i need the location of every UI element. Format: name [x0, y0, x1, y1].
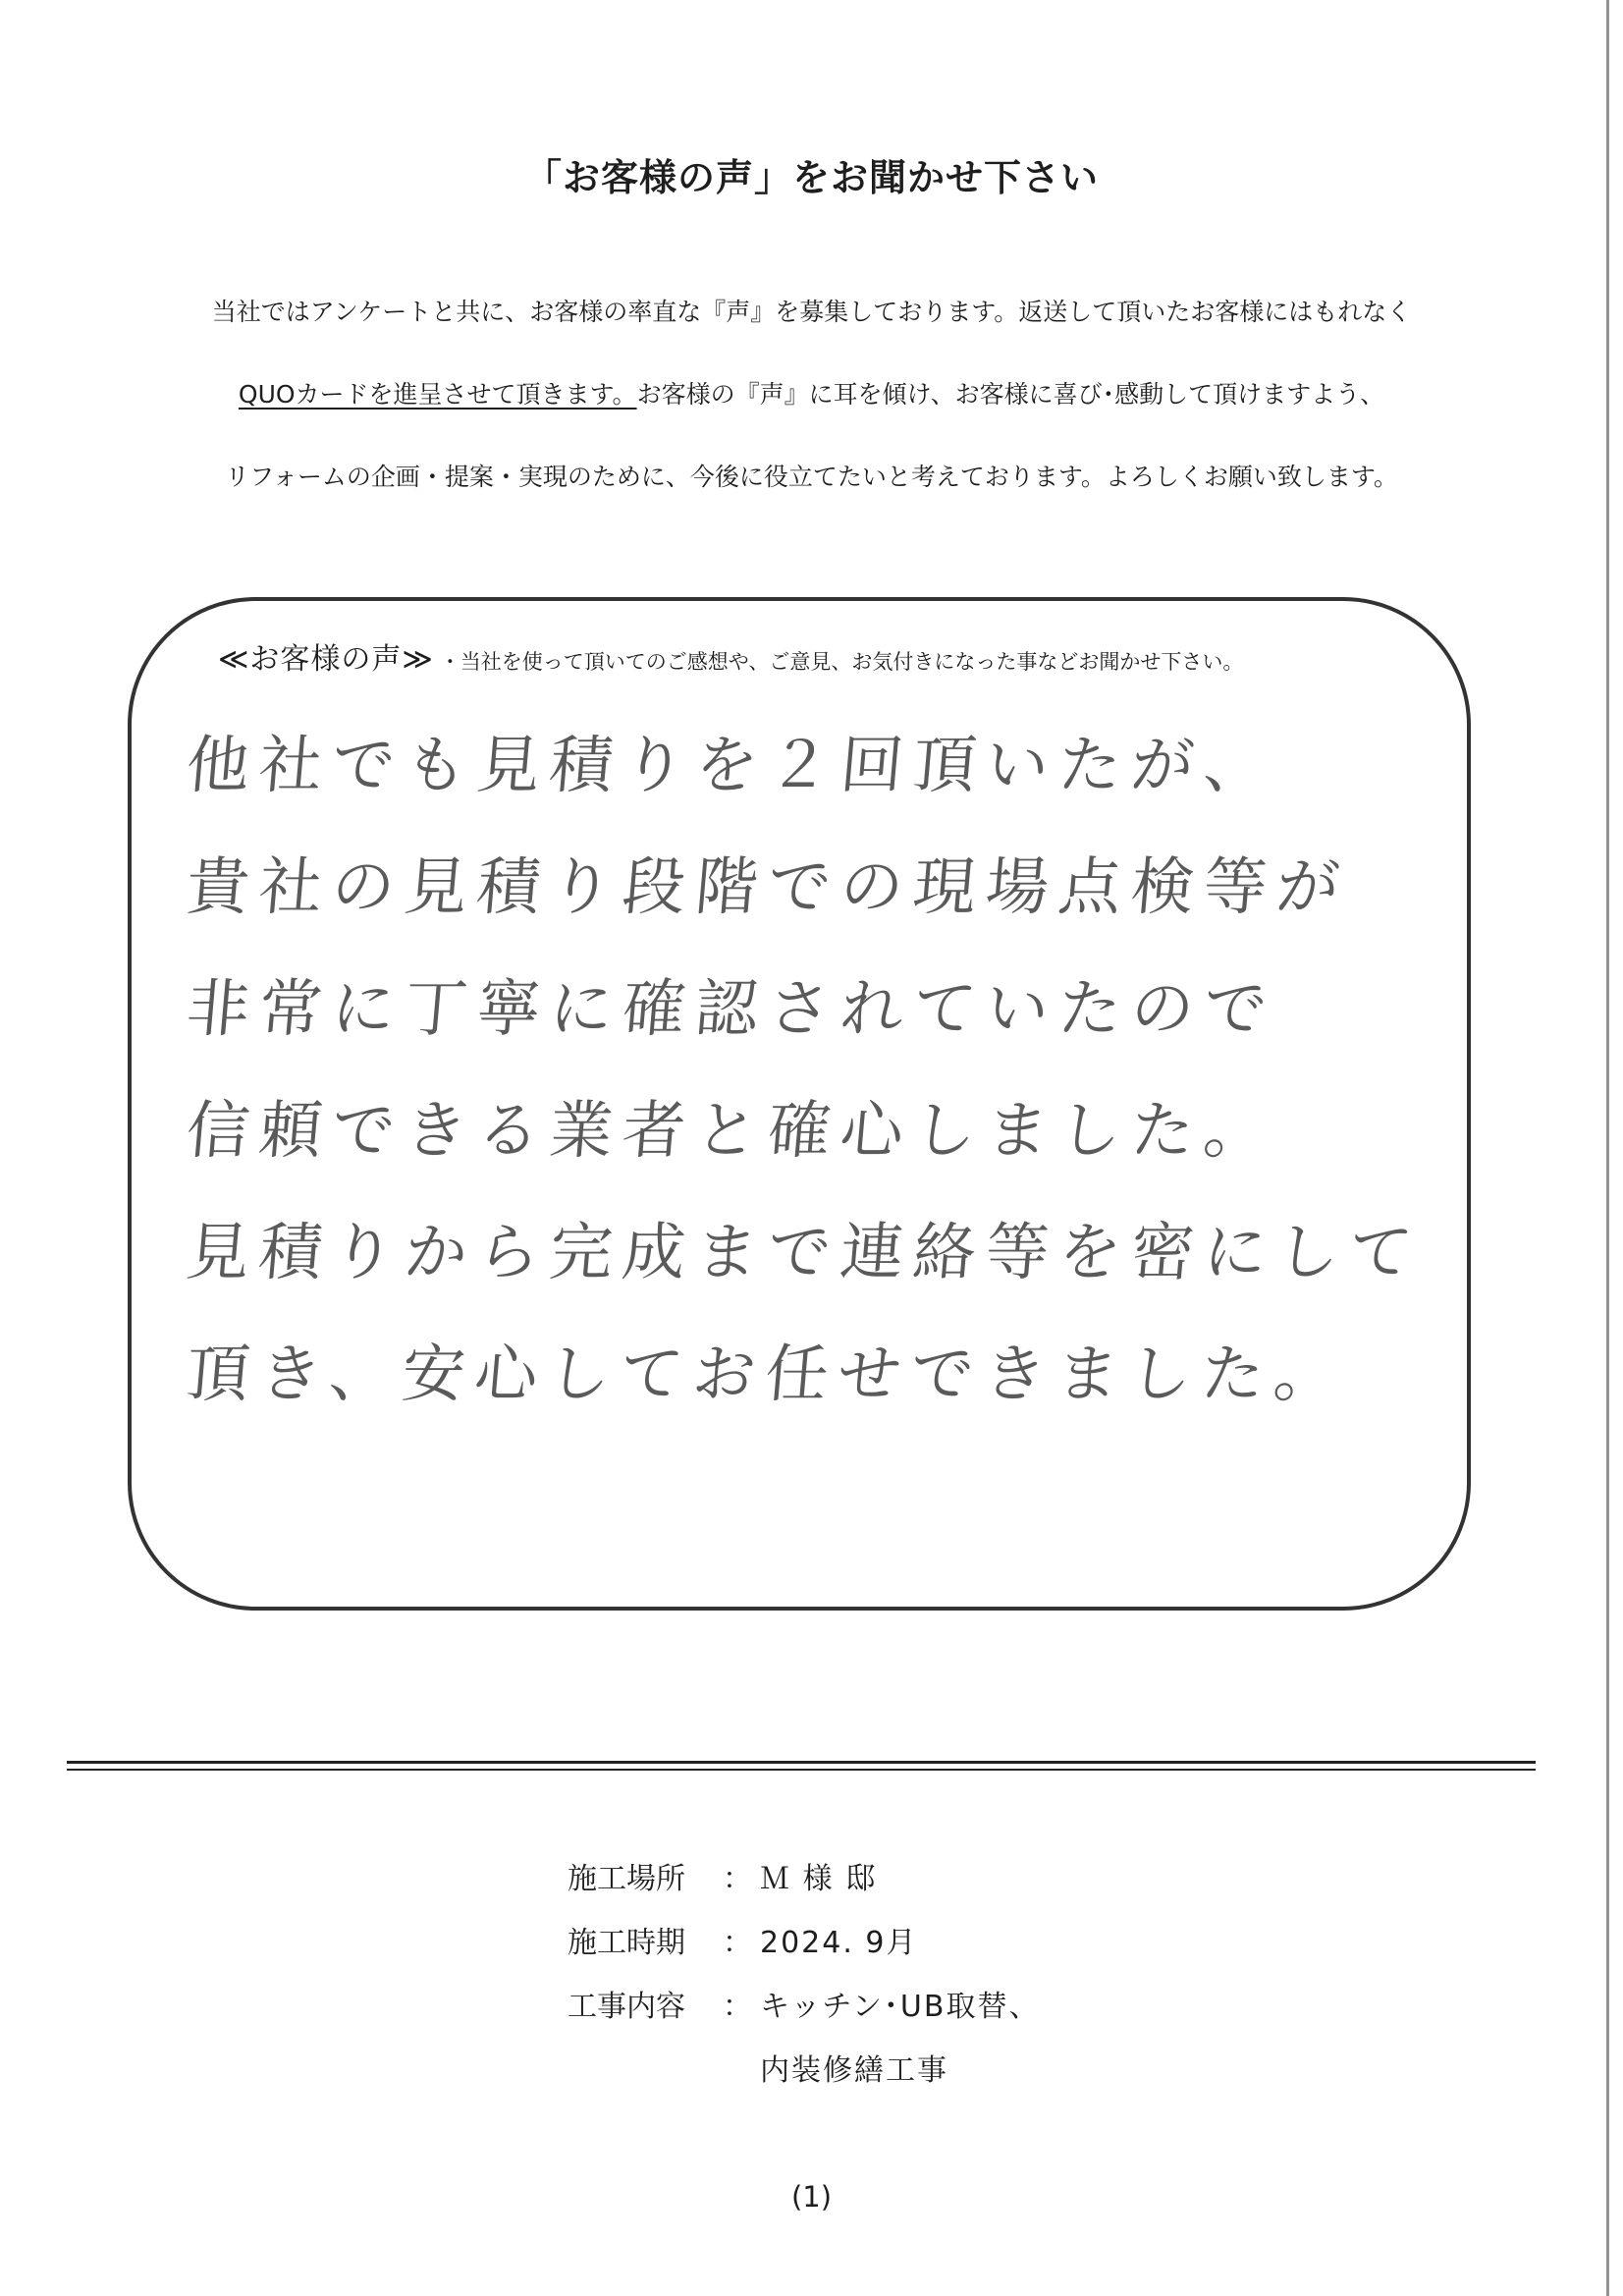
info-colon: ：	[723, 1862, 752, 1896]
info-value: 2024. 9月	[760, 1926, 918, 1960]
intro-line-2-rest: お客様の『声』に耳を傾け、お客様に喜び･感動して頂けますよう、	[636, 380, 1385, 409]
page-number: (1)	[790, 2180, 833, 2214]
handwritten-line: 頂き、安心してお任せできました。	[183, 1339, 1350, 1411]
project-info	[568, 1854, 1040, 2109]
info-label: 施工時期	[568, 1926, 685, 1960]
page-edge	[1606, 0, 1609, 2296]
intro-line-1: 当社ではアンケートと共に、お客様の率直な『声』を募集しております。返送して頂いたお客様にはもれなく	[211, 298, 1412, 326]
intro-line-3: リフォームの企画・提案・実現のために、今後に役立てたいと考えております。よろしくお願い致します。	[225, 463, 1398, 491]
info-value: キッチン･UB取替、	[760, 1990, 1041, 2024]
handwritten-line: 信頼できる業者と確心しました。	[183, 1095, 1280, 1168]
intro-line-2	[0, 375, 1623, 410]
voice-title: ≪お客様の声≫	[218, 642, 434, 677]
info-label: 施工場所	[568, 1862, 685, 1896]
info-colon: ：	[723, 1990, 752, 2024]
info-row-work	[568, 1982, 1040, 2046]
handwritten-line: 非常に丁寧に確認されていたので	[183, 973, 1280, 1046]
handwritten-comment	[183, 705, 1426, 1436]
voice-header	[218, 634, 1243, 678]
page-title: 「お客様の声」をお聞かせ下さい	[523, 156, 1099, 199]
info-label: 工事内容	[568, 1990, 685, 2024]
handwritten-line: 他社でも見積りを２回頂いたが、	[183, 730, 1280, 802]
divider-rule	[67, 1761, 1536, 1764]
info-row-period	[568, 1918, 1040, 1982]
divider-rule	[67, 1769, 1536, 1771]
info-row-location	[568, 1854, 1040, 1918]
handwritten-line: 見積りから完成まで連絡等を密にして	[183, 1217, 1426, 1289]
info-colon: ：	[723, 1926, 752, 1960]
handwritten-line: 貴社の見積り段階での現場点検等が	[183, 851, 1353, 924]
info-value-continuation: 内装修繕工事	[760, 2053, 948, 2088]
info-value: Ｍ 様 邸	[760, 1862, 878, 1896]
quo-card-notice: QUOカードを進呈させて頂きます。	[238, 380, 637, 409]
voice-prompt: ・当社を使って頂いてのご感想や、ご意見、お気付きになった事などお聞かせ下さい。	[439, 650, 1244, 674]
